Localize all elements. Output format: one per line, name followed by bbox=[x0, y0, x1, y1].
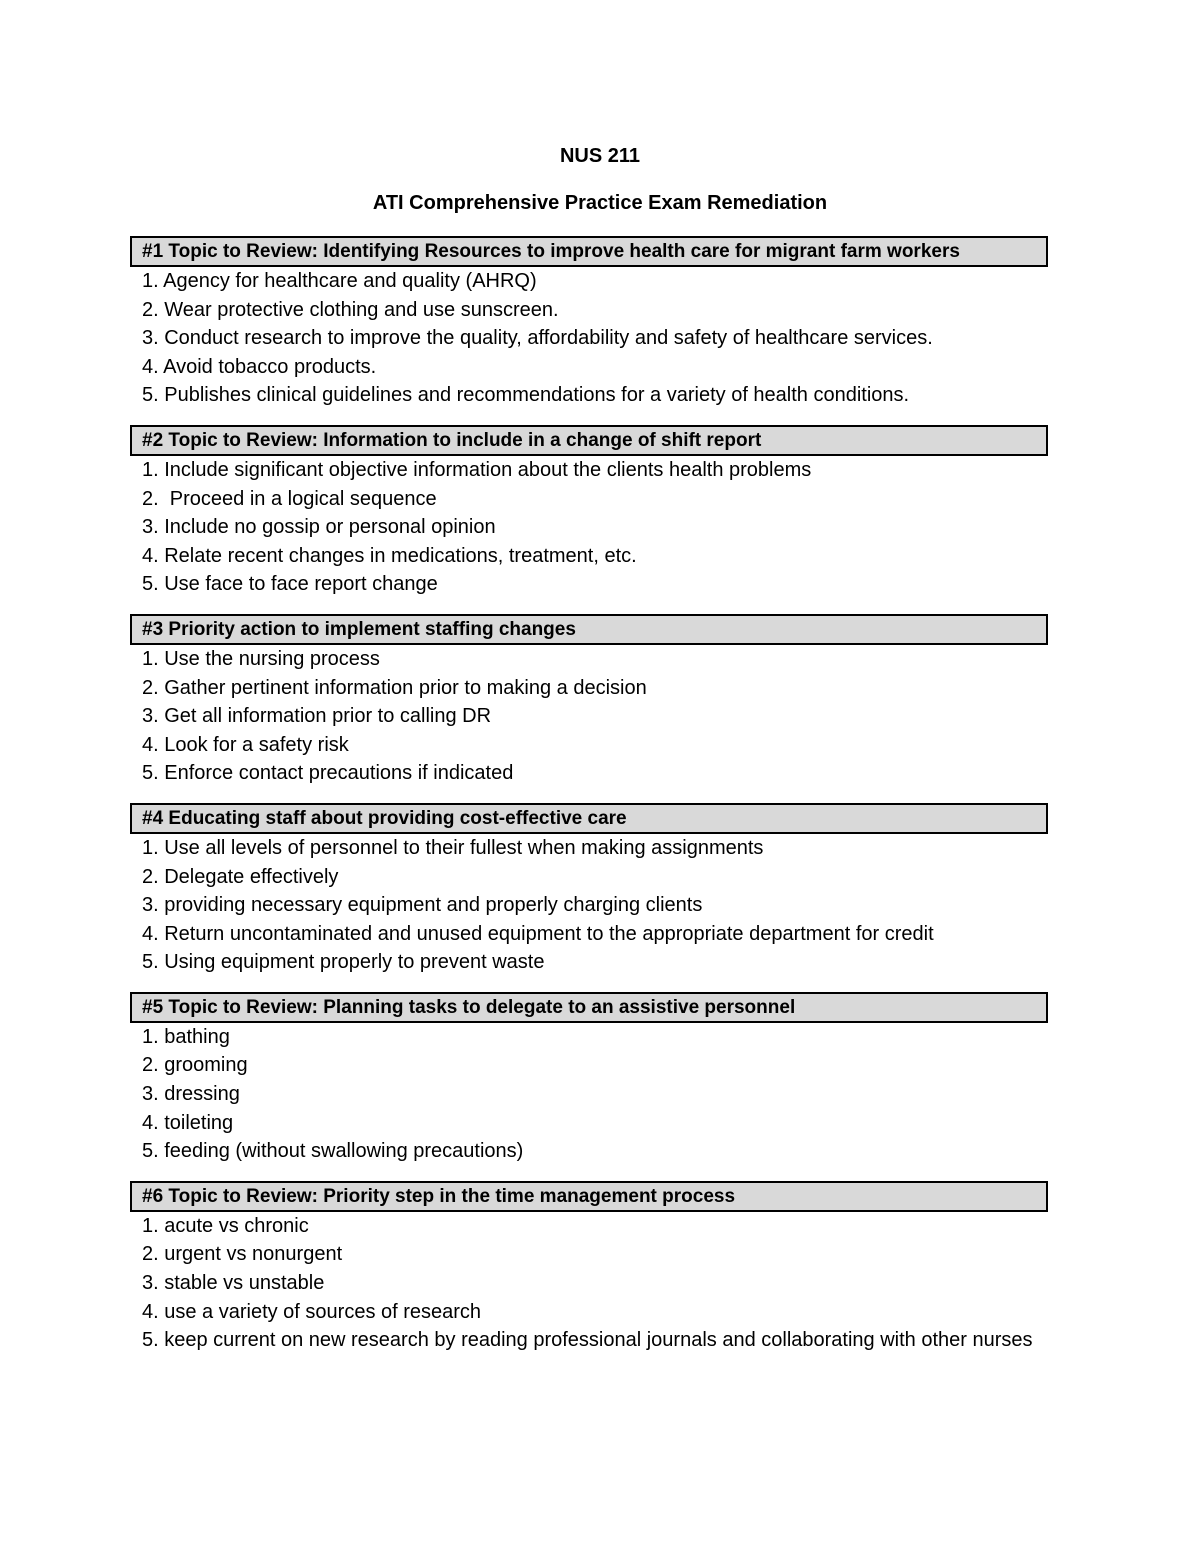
topic-title: #2 Topic to Review: Information to include in a change of shift report bbox=[130, 425, 1048, 456]
list-item: 4. Look for a safety risk bbox=[142, 733, 349, 756]
topic-section bbox=[130, 803, 1048, 977]
list-item: 2. Proceed in a logical sequence bbox=[142, 487, 437, 510]
list-item: 4. Return uncontaminated and unused equipment to the appropriate department for credit bbox=[142, 922, 934, 945]
topic-items bbox=[130, 645, 1048, 788]
list-item: 2. Delegate effectively bbox=[142, 865, 339, 888]
list-item: 2. Wear protective clothing and use sunscreen. bbox=[142, 298, 559, 321]
topic-section bbox=[130, 236, 1048, 410]
topic-items bbox=[130, 267, 1048, 410]
list-item: 2. grooming bbox=[142, 1054, 248, 1077]
topic-title: #5 Topic to Review: Planning tasks to delegate to an assistive personnel bbox=[130, 992, 1048, 1023]
list-item: 3. Get all information prior to calling DR bbox=[142, 705, 492, 728]
list-item: 5. keep current on new research by reading professional journals and collaborating with other nurses bbox=[142, 1329, 1033, 1352]
list-item: 1. Include significant objective information about the clients health problems bbox=[142, 458, 812, 481]
list-item: 1. Use the nursing process bbox=[142, 647, 380, 670]
list-item: 2. urgent vs nonurgent bbox=[142, 1243, 343, 1266]
list-item: 3. Include no gossip or personal opinion bbox=[142, 516, 496, 539]
topic-section bbox=[130, 992, 1048, 1166]
list-item: 4. Relate recent changes in medications, treatment, etc. bbox=[142, 544, 637, 567]
list-item: 3. providing necessary equipment and properly charging clients bbox=[142, 894, 703, 917]
topic-section bbox=[130, 614, 1048, 788]
list-item: 1. Use all levels of personnel to their fullest when making assignments bbox=[142, 836, 764, 859]
course-code: NUS 211 bbox=[559, 145, 641, 167]
topic-title: #1 Topic to Review: Identifying Resources to improve health care for migrant farm workers bbox=[130, 236, 1048, 267]
list-item: 1. Agency for healthcare and quality (AHRQ) bbox=[142, 270, 537, 292]
list-item: 1. acute vs chronic bbox=[142, 1214, 309, 1237]
topic-title: #4 Educating staff about providing cost-effective care bbox=[130, 803, 1048, 834]
topic-section bbox=[130, 425, 1048, 599]
topic-title: #3 Priority action to implement staffing changes bbox=[130, 614, 1048, 645]
list-item: 5. feeding (without swallowing precautions) bbox=[142, 1140, 524, 1163]
list-item: 4. toileting bbox=[142, 1111, 234, 1134]
list-item: 3. dressing bbox=[142, 1083, 240, 1106]
topic-section bbox=[130, 1181, 1048, 1355]
list-item: 3. stable vs unstable bbox=[142, 1272, 325, 1295]
list-item: 4. use a variety of sources of research bbox=[142, 1300, 482, 1323]
topic-items bbox=[130, 834, 1048, 977]
list-item: 2. Gather pertinent information prior to making a decision bbox=[142, 676, 647, 699]
list-item: 5. Using equipment properly to prevent waste bbox=[142, 951, 545, 974]
topic-items bbox=[130, 1023, 1048, 1166]
list-item: 5. Publishes clinical guidelines and recommendations for a variety of health conditions. bbox=[142, 384, 910, 407]
topic-title: #6 Topic to Review: Priority step in the time management process bbox=[130, 1181, 1048, 1212]
list-item: 4. Avoid tobacco products. bbox=[142, 355, 377, 378]
list-item: 3. Conduct research to improve the quality, affordability and safety of healthcare services. bbox=[142, 327, 933, 350]
list-item: 5. Use face to face report change bbox=[142, 573, 438, 596]
document-title: ATI Comprehensive Practice Exam Remediation bbox=[372, 192, 828, 214]
topic-items bbox=[130, 456, 1048, 599]
remediation-sections bbox=[130, 236, 1048, 1370]
list-item: 1. bathing bbox=[142, 1025, 230, 1048]
list-item: 5. Enforce contact precautions if indicated bbox=[142, 762, 514, 785]
topic-items bbox=[130, 1212, 1048, 1355]
